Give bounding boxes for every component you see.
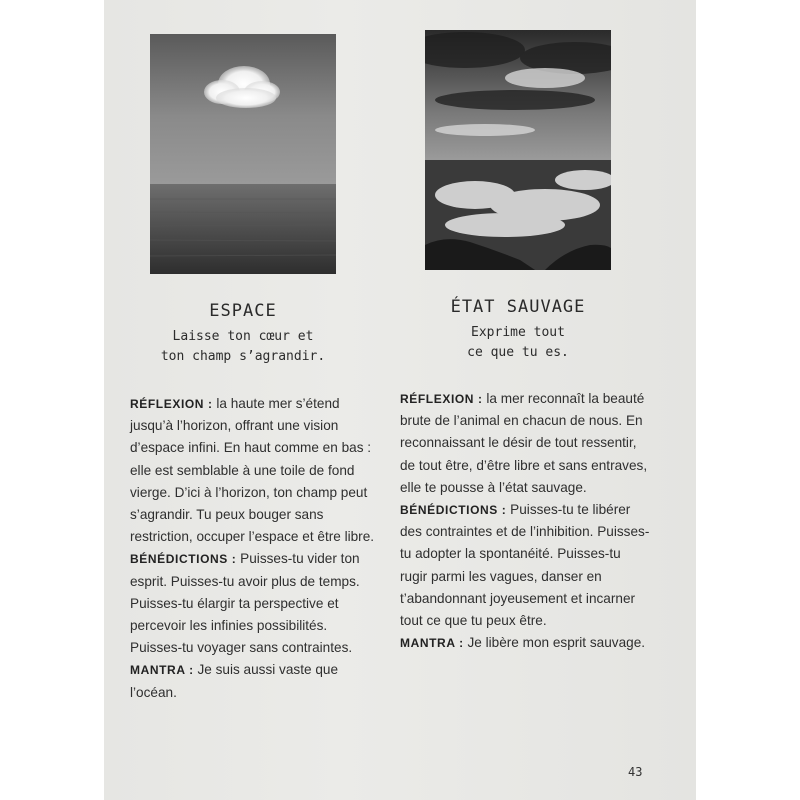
right-subtitle-line2: ce que tu es.: [467, 345, 569, 360]
left-card-subtitle: [120, 327, 366, 367]
right-card-subtitle: [400, 323, 636, 363]
right-reflexion: [400, 388, 650, 499]
right-reflexion-text: la mer reconnaît la beauté brute de l’animal en chacun de nous. En reconnaissant le désir de tout ressentir, de tout être, d’être libre et sans entraves, elle te pousse à l’état sauvage.: [400, 391, 648, 495]
left-reflexion-label: RÉFLEXION :: [130, 397, 213, 411]
right-card-title: ÉTAT SAUVAGE: [450, 297, 586, 317]
right-benedictions-label: BÉNÉDICTIONS :: [400, 503, 507, 518]
right-mantra-text: Je libère mon esprit sauvage.: [463, 635, 646, 651]
left-benedictions-text: Puisses-tu vider ton esprit. Puisses-tu avoir plus de temps. Puisses-tu élargir ta perspective et percevoir les infinies possibilités. Puisses-tu voyager sans contraintes.: [130, 551, 360, 656]
ocean-horizon-cloud-photo: [150, 34, 336, 274]
left-subtitle-line1: Laisse ton cœur et: [172, 329, 314, 344]
right-mantra: [400, 632, 650, 654]
left-reflexion-text: la haute mer s’étend jusqu’à l’horizon, offrant une vision d’espace infini. En haut comme en bas : elle est semblable à une toile de fond vierge. D’ici à l’horizon, ton champ peut s’agrandir. Tu peux bouger sans restriction, occuper l’espace et être libre.: [130, 396, 375, 545]
right-card-body: [400, 388, 650, 654]
left-mantra-label: MANTRA :: [130, 663, 194, 678]
left-benedictions: [130, 548, 382, 659]
left-subtitle-line2: ton champ s’agrandir.: [160, 349, 326, 364]
left-card-title: ESPACE: [209, 301, 277, 321]
left-mantra-text: Je suis aussi vaste que l’océan.: [130, 662, 339, 700]
right-reflexion-label: RÉFLEXION :: [400, 392, 483, 406]
right-mantra-label: MANTRA :: [400, 636, 464, 651]
right-benedictions: [400, 499, 650, 632]
left-reflexion: [130, 393, 382, 548]
left-card-body: [130, 393, 382, 704]
page-number: 43: [628, 765, 643, 779]
left-benedictions-label: BÉNÉDICTIONS :: [130, 552, 237, 567]
right-subtitle-line1: Exprime tout: [471, 325, 565, 340]
left-mantra: [130, 659, 382, 703]
stormy-sea-waves-photo: [425, 30, 611, 270]
right-benedictions-text: Puisses-tu te libérer des contraintes et de l’inhibition. Puisses-tu adopter la spontanéité. Puisses-tu rugir parmi les vagues, danser en t’abandonnant joyeusement et incarner tout ce que tu peux être.: [400, 502, 650, 629]
